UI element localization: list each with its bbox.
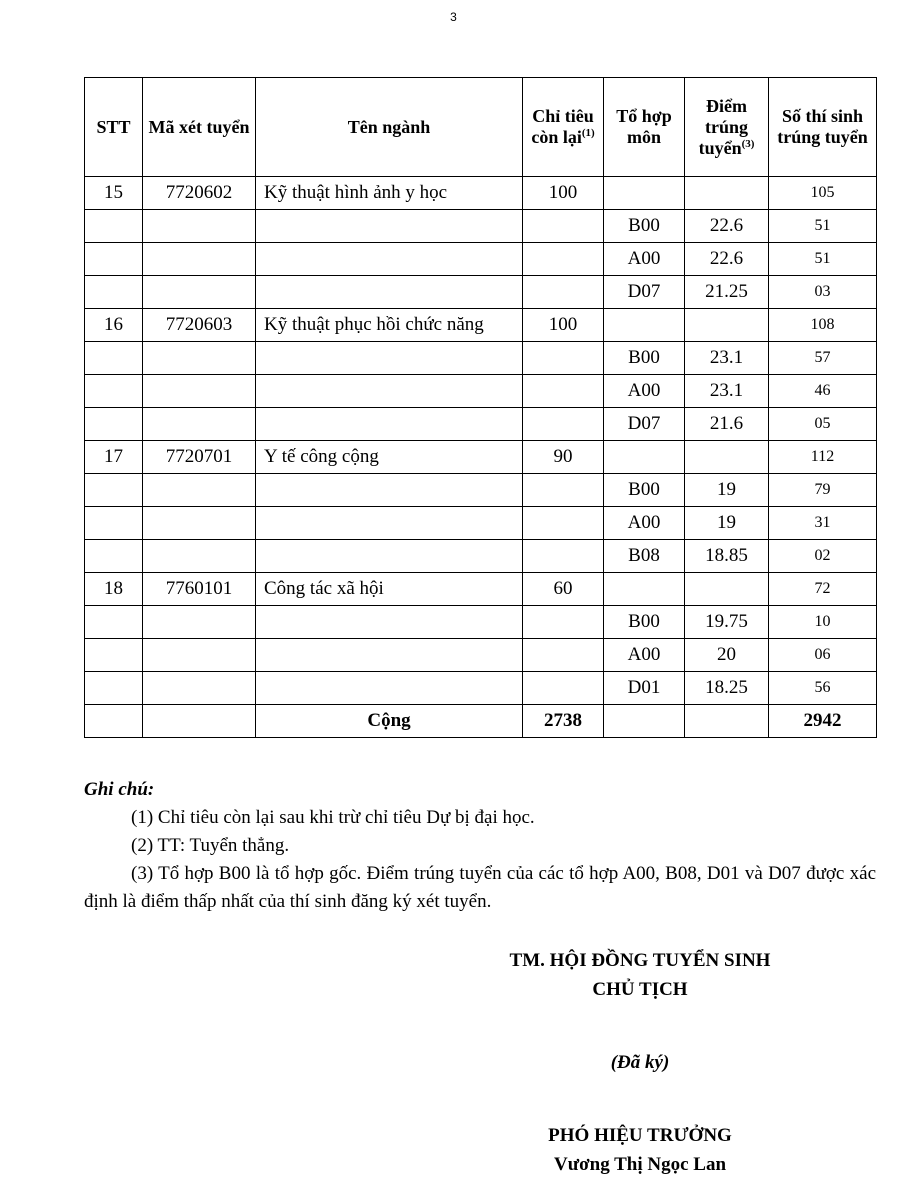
name-cell xyxy=(256,408,523,441)
code-cell: 7760101 xyxy=(143,573,256,606)
code-cell: 7720602 xyxy=(143,177,256,210)
signature-line-2: CHỦ TỊCH xyxy=(592,979,688,1000)
code-cell xyxy=(143,606,256,639)
header-major-name: Tên ngành xyxy=(256,78,523,177)
total-label: Cộng xyxy=(256,705,523,738)
code-cell: 7720603 xyxy=(143,309,256,342)
score-cell: 22.6 xyxy=(685,210,769,243)
total-count: 2942 xyxy=(769,705,877,738)
count-cell: 06 xyxy=(769,639,877,672)
count-cell: 05 xyxy=(769,408,877,441)
stt-cell xyxy=(85,408,143,441)
quota-cell xyxy=(523,375,604,408)
stt-cell xyxy=(85,210,143,243)
stt-cell xyxy=(85,474,143,507)
stt-cell xyxy=(85,375,143,408)
count-cell: 56 xyxy=(769,672,877,705)
code-cell xyxy=(143,540,256,573)
quota-cell xyxy=(523,606,604,639)
signer-position: PHÓ HIỆU TRƯỞNG xyxy=(548,1125,732,1146)
table-row xyxy=(85,309,877,342)
group-cell: B00 xyxy=(604,606,685,639)
score-cell: 23.1 xyxy=(685,342,769,375)
score-cell: 22.6 xyxy=(685,243,769,276)
stt-cell xyxy=(85,342,143,375)
stt-cell xyxy=(85,243,143,276)
group-cell: A00 xyxy=(604,639,685,672)
name-cell xyxy=(256,606,523,639)
quota-cell xyxy=(523,342,604,375)
table-row xyxy=(85,540,877,573)
table-row xyxy=(85,243,877,276)
group-cell: B00 xyxy=(604,342,685,375)
code-cell xyxy=(143,375,256,408)
score-cell xyxy=(685,309,769,342)
quota-cell xyxy=(523,672,604,705)
group-cell xyxy=(604,573,685,606)
signed-mark: (Đã ký) xyxy=(610,1052,670,1073)
group-cell: D07 xyxy=(604,276,685,309)
quota-cell: 100 xyxy=(523,309,604,342)
score-cell: 20 xyxy=(685,639,769,672)
count-cell: 31 xyxy=(769,507,877,540)
quota-cell: 90 xyxy=(523,441,604,474)
name-cell xyxy=(256,672,523,705)
name-cell: Kỹ thuật phục hồi chức năng xyxy=(256,309,523,342)
group-cell: A00 xyxy=(604,375,685,408)
name-cell: Kỹ thuật hình ảnh y học xyxy=(256,177,523,210)
group-cell: D01 xyxy=(604,672,685,705)
code-cell: 7720701 xyxy=(143,441,256,474)
table-row xyxy=(85,474,877,507)
count-cell: 112 xyxy=(769,441,877,474)
stt-cell: 16 xyxy=(85,309,143,342)
quota-cell xyxy=(523,276,604,309)
group-cell: D07 xyxy=(604,408,685,441)
score-cell xyxy=(685,177,769,210)
code-cell xyxy=(143,276,256,309)
table-row xyxy=(85,507,877,540)
stt-cell xyxy=(85,507,143,540)
score-cell: 18.25 xyxy=(685,672,769,705)
notes-section xyxy=(84,776,876,916)
note-3: (3) Tổ hợp B00 là tổ hợp gốc. Điểm trúng tuyển của các tổ hợp A00, B08, D01 và D07 được xác định là điểm thấp nhất của thí sinh đăng ký xét tuyển. xyxy=(84,863,876,912)
quota-cell xyxy=(523,243,604,276)
table-row xyxy=(85,672,877,705)
quota-cell xyxy=(523,639,604,672)
stt-cell xyxy=(85,606,143,639)
group-cell: B00 xyxy=(604,474,685,507)
group-cell xyxy=(604,309,685,342)
name-cell xyxy=(256,639,523,672)
table-header-row xyxy=(85,78,877,177)
count-cell: 03 xyxy=(769,276,877,309)
note-2: (2) TT: Tuyển thẳng. xyxy=(131,835,290,856)
score-cell: 18.85 xyxy=(685,540,769,573)
quota-cell xyxy=(523,408,604,441)
code-cell xyxy=(143,243,256,276)
table-row xyxy=(85,342,877,375)
group-cell: A00 xyxy=(604,243,685,276)
name-cell xyxy=(256,276,523,309)
header-stt: STT xyxy=(85,78,143,177)
score-cell: 23.1 xyxy=(685,375,769,408)
name-cell xyxy=(256,474,523,507)
code-cell xyxy=(143,474,256,507)
score-cell: 19 xyxy=(685,474,769,507)
total-quota: 2738 xyxy=(523,705,604,738)
code-cell xyxy=(143,639,256,672)
score-cell: 19 xyxy=(685,507,769,540)
group-cell: A00 xyxy=(604,507,685,540)
table-row xyxy=(85,573,877,606)
score-cell: 19.75 xyxy=(685,606,769,639)
count-cell: 02 xyxy=(769,540,877,573)
count-cell: 79 xyxy=(769,474,877,507)
score-cell xyxy=(685,573,769,606)
stt-cell xyxy=(85,276,143,309)
name-cell xyxy=(256,342,523,375)
stt-cell: 15 xyxy=(85,177,143,210)
stt-cell xyxy=(85,540,143,573)
table-body xyxy=(85,177,877,738)
note-1: (1) Chỉ tiêu còn lại sau khi trừ chỉ tiêu Dự bị đại học. xyxy=(131,807,535,828)
group-cell xyxy=(604,177,685,210)
stt-cell: 18 xyxy=(85,573,143,606)
name-cell: Công tác xã hội xyxy=(256,573,523,606)
count-cell: 51 xyxy=(769,243,877,276)
count-cell: 46 xyxy=(769,375,877,408)
table-row xyxy=(85,408,877,441)
header-cutoff-score: Điểm trúng tuyển$^{(3)}$ xyxy=(685,78,769,177)
table-row xyxy=(85,375,877,408)
code-cell xyxy=(143,342,256,375)
quota-cell: 60 xyxy=(523,573,604,606)
group-cell: B00 xyxy=(604,210,685,243)
header-admitted-count: Số thí sinh trúng tuyển xyxy=(769,78,877,177)
count-cell: 72 xyxy=(769,573,877,606)
score-cell: 21.6 xyxy=(685,408,769,441)
quota-cell xyxy=(523,474,604,507)
signature-line-1: TM. HỘI ĐỒNG TUYỂN SINH xyxy=(509,950,771,971)
quota-cell xyxy=(523,210,604,243)
stt-cell xyxy=(85,672,143,705)
code-cell xyxy=(143,672,256,705)
stt-cell: 17 xyxy=(85,441,143,474)
table-row xyxy=(85,639,877,672)
count-cell: 10 xyxy=(769,606,877,639)
code-cell xyxy=(143,408,256,441)
name-cell xyxy=(256,243,523,276)
count-cell: 57 xyxy=(769,342,877,375)
header-remaining-quota: Chỉ tiêu còn lại$^{(1)}$ xyxy=(523,78,604,177)
stt-cell xyxy=(85,639,143,672)
header-subject-group: Tổ hợp môn xyxy=(604,78,685,177)
name-cell xyxy=(256,375,523,408)
count-cell: 108 xyxy=(769,309,877,342)
score-cell: 21.25 xyxy=(685,276,769,309)
quota-cell xyxy=(523,507,604,540)
code-cell xyxy=(143,210,256,243)
admission-table xyxy=(84,77,877,738)
page-number: 3 xyxy=(450,10,457,24)
score-cell xyxy=(685,441,769,474)
group-cell xyxy=(604,441,685,474)
table-row xyxy=(85,210,877,243)
total-row xyxy=(85,705,877,738)
name-cell xyxy=(256,540,523,573)
name-cell xyxy=(256,210,523,243)
table-row xyxy=(85,177,877,210)
header-admission-code: Mã xét tuyển xyxy=(143,78,256,177)
name-cell: Y tế công cộng xyxy=(256,441,523,474)
quota-cell: 100 xyxy=(523,177,604,210)
signer-name: Vương Thị Ngọc Lan xyxy=(553,1154,727,1175)
table-row xyxy=(85,276,877,309)
table-row xyxy=(85,441,877,474)
group-cell: B08 xyxy=(604,540,685,573)
count-cell: 51 xyxy=(769,210,877,243)
notes-title: Ghi chú: xyxy=(84,779,155,800)
table-row xyxy=(85,606,877,639)
name-cell xyxy=(256,507,523,540)
quota-cell xyxy=(523,540,604,573)
count-cell: 105 xyxy=(769,177,877,210)
code-cell xyxy=(143,507,256,540)
